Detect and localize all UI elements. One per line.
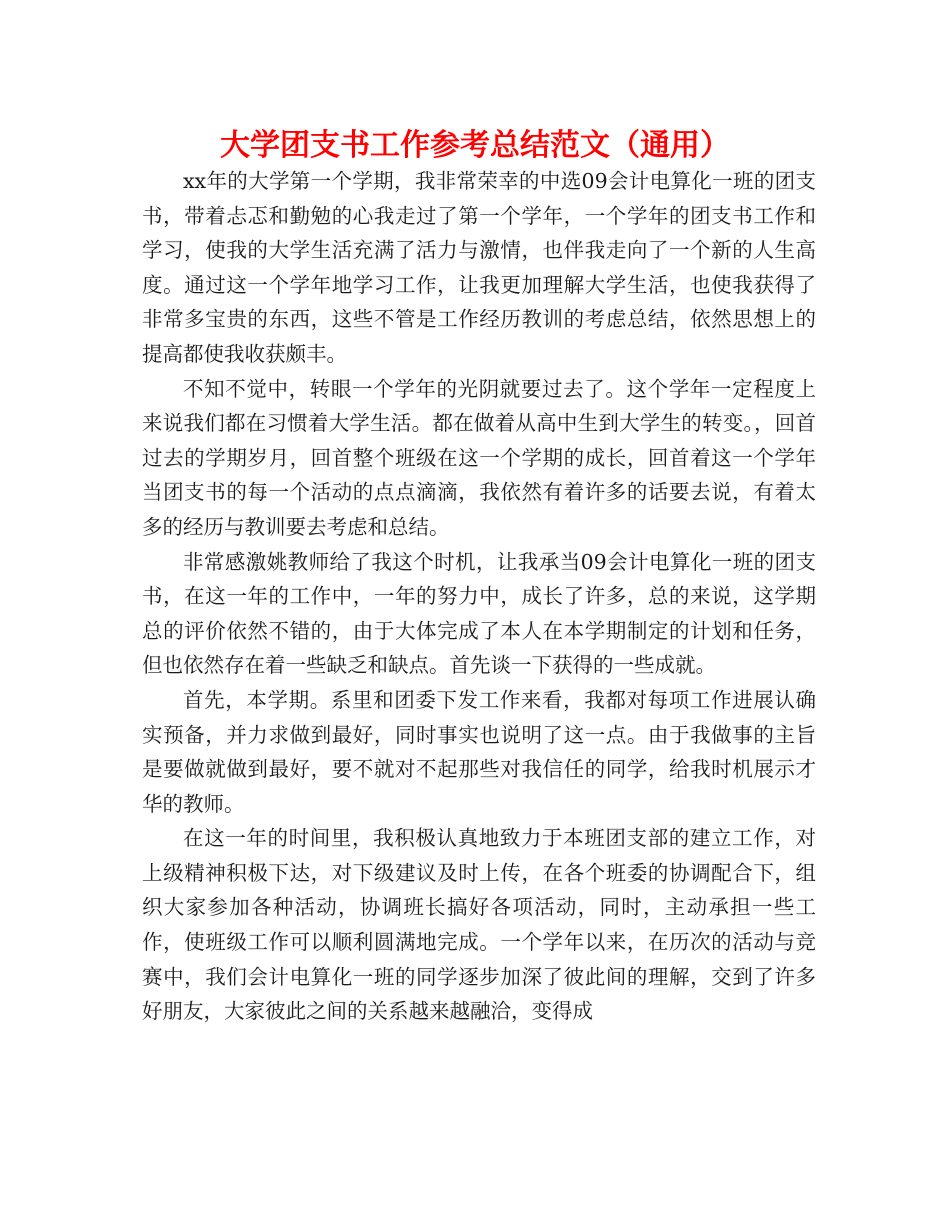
paragraph-5: 在这一年的时间里，我积极认真地致力于本班团支部的建立工作，对上级精神积极下达，对下级建议及时上传，在各个班委的协调配合下，组织大家参加各种活动，协调班长搞好各项活动，同时，主动承担一些工作，使班级工作可以顺利圆满地完成。一个学年以来，在历次的活动与竞赛中，我们会计电算化一班的同学逐步加深了彼此间的理解，交到了许多好朋友，大家彼此之间的关系越来越融洽，变得成 — [142, 826, 816, 1024]
paragraph-1: xx年的大学第一个学期，我非常荣幸的中选09会计电算化一班的团支书，带着忐忑和勤勉的心我走过了第一个学年，一个学年的团支书工作和学习，使我的大学生活充满了活力与激情，也伴我走向了一个新的人生高度。通过这一个学年地学习工作，让我更加理解大学生活，也使我获得了非常多宝贵的东西，这些不管是工作经历教训的考虑总结，依然思想上的提高都使我收获颇丰。 — [142, 169, 816, 366]
document-title: 大学团支书工作参考总结范文（通用） — [220, 128, 730, 163]
document-body — [142, 164, 816, 1029]
paragraph-4: 首先，本学期。系里和团委下发工作来看，我都对每项工作进展认确实预备，并力求做到最好，同时事实也说明了这一点。由于我做事的主旨是要做就做到最好，要不就对不起那些对我信任的同学，给我时机展示才华的教师。 — [142, 687, 816, 816]
paragraph-2: 不知不觉中，转眼一个学年的光阴就要过去了。这个学年一定程度上来说我们都在习惯着大学生活。都在做着从高中生到大学生的转变。，回首过去的学期岁月，回首整个班级在这一个学期的成长，回首着这一个学年当团支书的每一个活动的点点滴滴，我依然有着许多的话要去说，有着太多的经历与教训要去考虑和总结。 — [142, 376, 816, 539]
paragraph-3: 非常感激姚教师给了我这个时机，让我承当09会计电算化一班的团支书，在这一年的工作中，一年的努力中，成长了许多，总的来说，这学期总的评价依然不错的，由于大体完成了本人在本学期制定的计划和任务，但也依然存在着一些缺乏和缺点。首先谈一下获得的一些成就。 — [142, 549, 816, 678]
